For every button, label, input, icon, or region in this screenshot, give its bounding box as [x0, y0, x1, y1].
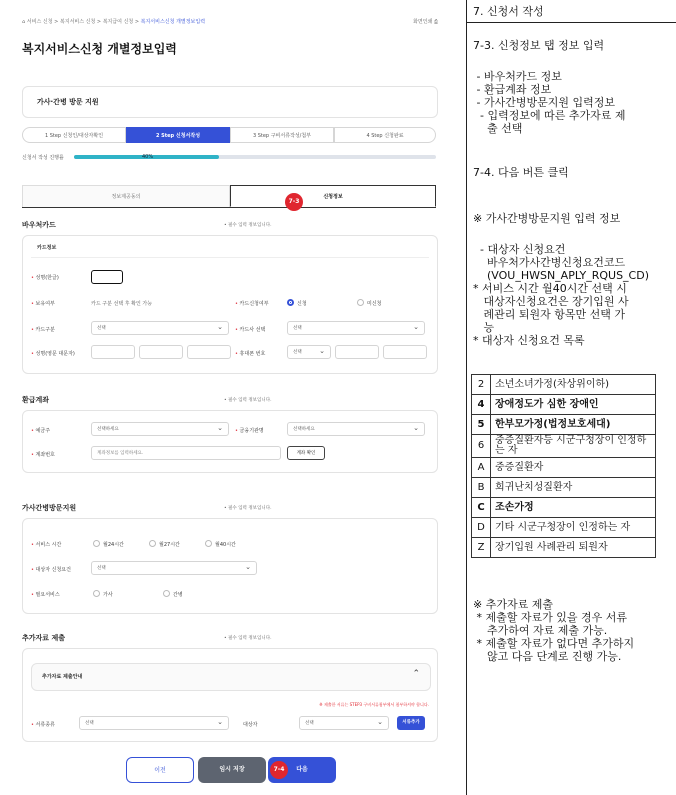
phone-input-2[interactable] [335, 345, 379, 359]
tab-consent[interactable]: 정보제공동의 [22, 185, 230, 207]
refund-section-title: 환급계좌 [22, 396, 50, 404]
care-info-title: ※ 가사간병방문지원 입력 정보 [473, 212, 621, 225]
service-title: 가사·간병 방문 지원 [37, 98, 99, 106]
tab-bar [22, 185, 436, 208]
code-name-cell: 장애정도가 심한 장애인 [491, 395, 656, 415]
housework-checkbox[interactable] [93, 590, 100, 597]
required-note: • 필수 입력 정보입니다. [224, 398, 272, 403]
time-27-label: 월27시간 [159, 542, 180, 548]
breadcrumb-item[interactable]: 복지서비스 신청 [59, 19, 96, 25]
step-badge-7-3: 7-3 [285, 193, 303, 211]
temp-save-button[interactable]: 임시 저장 [198, 757, 266, 783]
code-name-cell: 소년소녀가정(차상위이하) [491, 375, 656, 395]
doc-type-label: • 서류종류 [31, 722, 55, 728]
name-input[interactable] [91, 270, 123, 284]
phone-input-3[interactable] [383, 345, 427, 359]
target-select[interactable]: 선택 ⌄ [299, 716, 389, 730]
has-card-text: 카드 구분 선택 후 확인 가능 [91, 301, 153, 307]
required-note: • 필수 입력 정보입니다. [224, 636, 272, 641]
chevron-up-icon[interactable]: ⌃ [412, 669, 420, 679]
account-label: • 계좌번호 [31, 452, 55, 458]
doc-type-select[interactable]: 선택 ⌄ [79, 716, 229, 730]
english-name-input-3[interactable] [187, 345, 231, 359]
holder-select[interactable]: 선택하세요 ⌄ [91, 422, 229, 436]
has-card-label: • 보유여부 [31, 301, 55, 307]
card-info-title: 카드정보 [37, 245, 57, 251]
time-40-radio[interactable] [205, 540, 212, 547]
extra-info: ※ 추가자료 제출 * 제출할 자료가 있을 경우 서류 추가하여 자료 제출 가능. * 제출할 자료가 없다면 추가하지 않고 다음 단계로 진행 가능. [473, 598, 635, 663]
housework-label: 가사 [103, 592, 113, 598]
code-cell: C [472, 498, 491, 518]
code-row [472, 375, 656, 395]
english-name-input-1[interactable] [91, 345, 135, 359]
code-row [472, 498, 656, 518]
code-row [472, 415, 656, 435]
step-badge-7-4: 7-4 [270, 761, 288, 779]
code-name-cell: 한부모가정(법정보호세대) [491, 415, 656, 435]
extra-box [22, 648, 438, 742]
holder-label: • 예금주 [31, 428, 51, 434]
extra-section-title: 추가자료 제출 [22, 634, 66, 642]
tab-application-info[interactable]: 신청정보 [230, 185, 436, 207]
care-box [22, 518, 438, 614]
instruction-panel [467, 0, 676, 795]
prev-button[interactable]: 이전 [126, 757, 194, 783]
code-cell: D [472, 518, 491, 538]
print-label: 화면인쇄 [413, 19, 433, 25]
code-cell: Z [472, 538, 491, 558]
code-name-cell: 중증질환자 [491, 458, 656, 478]
time-27-radio[interactable] [149, 540, 156, 547]
need-service-label: • 필요서비스 [31, 592, 60, 598]
step-4: 4 Step 신청완료 [334, 127, 436, 143]
extra-guide-title: 추가자료 제출안내 [42, 674, 83, 680]
card-apply-label: • 카드신청여부 [235, 301, 269, 307]
instruction-7-3: 7-3. 신청정보 탭 정보 입력 [473, 39, 605, 52]
bank-select[interactable]: 선택하세요 ⌄ [287, 422, 425, 436]
instruction-7-4: 7-4. 다음 버튼 클릭 [473, 166, 569, 179]
not-apply-label: 미신청 [367, 301, 382, 307]
code-row [472, 538, 656, 558]
code-name-cell: 기타 시군구청장이 인정하는 자 [491, 518, 656, 538]
bank-label: • 금융기관명 [235, 428, 264, 434]
target-label: 대상자 [243, 722, 258, 728]
add-document-button[interactable]: 서류추가 [397, 716, 425, 730]
care-section-title: 가사간병방문지원 [22, 504, 77, 512]
code-name-cell: 중증질환자등 시군구청장이 인정하는 자 [491, 435, 656, 458]
step-3: 3 Step 구비서류작성/첨부 [230, 127, 334, 143]
progress-bar [74, 155, 436, 159]
condition-label: • 대상자 신청요건 [31, 567, 71, 573]
breadcrumb-item[interactable]: 복지급여 신청 [102, 19, 134, 25]
progress-value: 40% [142, 154, 154, 160]
code-row [472, 518, 656, 538]
print-button[interactable] [413, 18, 438, 25]
code-cell: A [472, 458, 491, 478]
next-button[interactable]: 다음 [268, 757, 336, 783]
code-name-cell: 희귀난치성질환자 [491, 478, 656, 498]
service-box [22, 86, 438, 118]
voucher-card-box [22, 235, 438, 374]
code-cell: 5 [472, 415, 491, 435]
code-cell: 4 [472, 395, 491, 415]
step-1: 1 Step 신청인/대상자확인 [22, 127, 126, 143]
account-input[interactable]: 계좌정보를 입력하세요. [91, 446, 281, 460]
code-cell: 2 [472, 375, 491, 395]
apply-radio[interactable] [287, 299, 294, 306]
english-name-input-2[interactable] [139, 345, 183, 359]
nursing-label: 간병 [173, 592, 183, 598]
code-name-cell: 조손가정 [491, 498, 656, 518]
extra-guide-accordion[interactable] [31, 663, 431, 691]
time-24-radio[interactable] [93, 540, 100, 547]
instruction-7-3-detail: - 바우처카드 정보 - 환급계좌 정보 - 가사간병방문지원 입력정보 - 입력정보에 따른 추가자료 제 출 선택 [476, 70, 626, 135]
account-check-button[interactable]: 계좌 확인 [287, 446, 325, 460]
refund-box [22, 410, 438, 473]
breadcrumb: ⌂ 서비스 신청 > 복지서비스 신청 > 복지급여 신청 > 복지서비스신청 개별정보입력 [22, 19, 206, 25]
extra-warning: ※ 제출한 서류는 STEP3 구비서류첨부에서 첨부하셔야 합니다. [319, 702, 429, 707]
code-name-cell: 장기입원 사례관리 퇴원자 [491, 538, 656, 558]
card-company-label: • 카드사 선택 [235, 327, 266, 333]
phone-prefix-select[interactable]: 선택 ⌄ [287, 345, 331, 359]
code-row [472, 435, 656, 458]
required-note: • 필수 입력 정보입니다. [224, 506, 272, 511]
step-2: 2 Step 신청서작성 [126, 127, 230, 143]
house-icon[interactable]: ⌂ [22, 19, 26, 25]
page-title: 복지서비스신청 개별정보입력 [22, 42, 177, 56]
breadcrumb-item[interactable]: 서비스 신청 [26, 19, 53, 25]
breadcrumb-current: 복지서비스신청 개별정보입력 [140, 19, 206, 25]
voucher-section-title: 바우처카드 [22, 221, 56, 229]
card-kind-label: • 카드구분 [31, 327, 55, 333]
condition-code-table [471, 374, 656, 558]
apply-radio-label: 신청 [297, 301, 307, 307]
step-bar [22, 127, 436, 143]
card-company-select[interactable]: 선택 ⌄ [287, 321, 425, 335]
required-note: • 필수 입력 정보입니다. [224, 223, 272, 228]
english-name-label: • 성명(영문 대문자) [31, 351, 75, 357]
nursing-checkbox[interactable] [163, 590, 170, 597]
not-apply-radio[interactable] [357, 299, 364, 306]
code-row [472, 395, 656, 415]
phone-label: • 휴대폰 번호 [235, 351, 266, 357]
time-24-label: 월24시간 [103, 542, 124, 548]
code-cell: B [472, 478, 491, 498]
printer-icon: ⎙ [433, 19, 438, 25]
code-row [472, 458, 656, 478]
time-40-label: 월40시간 [215, 542, 236, 548]
code-row [472, 478, 656, 498]
card-kind-select[interactable]: 선택 ⌄ [91, 321, 229, 335]
care-info-detail: - 대상자 신청요건 바우처가사간병신청요건코드 (VOU_HWSN_APLY_RQUS_CD) * 서비스 시간 월40시간 선택 시 대상자신청요건은 장기입원 사 례관리 퇴원자 항목만 선택 가 능 * 대상자 신청요건 목록 [473, 243, 649, 347]
progress-label: 신청서 작성 진행률 [22, 155, 64, 161]
service-time-label: • 서비스 시간 [31, 542, 62, 548]
condition-select[interactable]: 선택 ⌄ [91, 561, 257, 575]
instruction-step-7: 7. 신청서 작성 [473, 5, 544, 18]
code-cell: 6 [472, 435, 491, 458]
name-label: • 성명(한글) [31, 275, 59, 281]
